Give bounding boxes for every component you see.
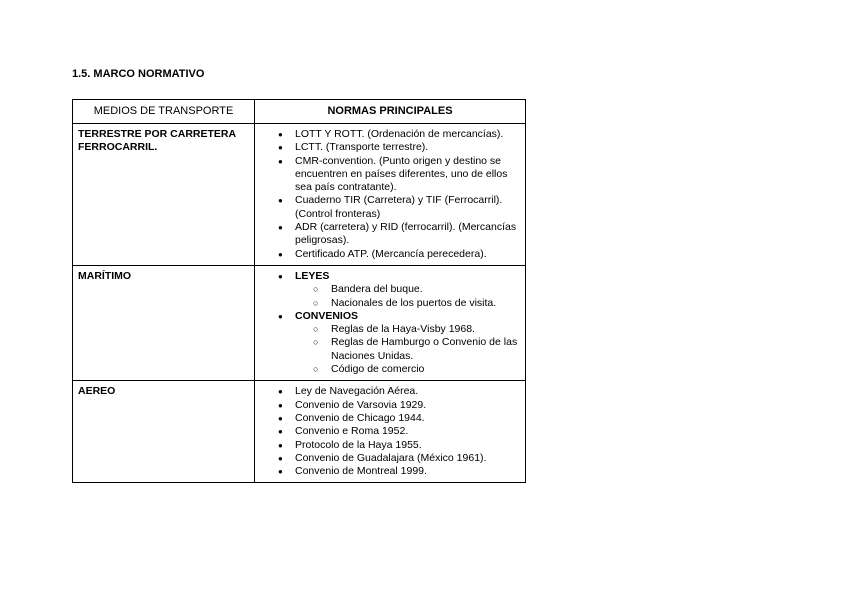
convenios-label: CONVENIOS [295, 309, 359, 322]
rules-maritimo [255, 265, 526, 380]
list-item: ○ Nacionales de los puertos de visita. [331, 297, 521, 310]
list-item: ● LOTT Y ROTT. (Ordenación de mercancías). [295, 128, 521, 141]
aereo-list [255, 385, 521, 478]
mode-terrestre: TERRESTRE POR CARRETERA FERROCARRIL. [73, 124, 255, 266]
list-item: ● Certificado ATP. (Mercancía perecedera). [295, 248, 521, 261]
maritimo-list [255, 270, 521, 376]
list-item-leyes [295, 270, 521, 310]
table-header-row [73, 100, 526, 124]
mode-maritimo: MARÍTIMO [73, 265, 255, 380]
list-item: ○ Reglas de la Haya-Visby 1968. [331, 323, 521, 336]
list-item: ● Ley de Navegación Aérea. [295, 385, 521, 398]
list-item: ● Convenio de Chicago 1944. [295, 412, 521, 425]
section-title: 1.5. MARCO NORMATIVO [72, 68, 205, 80]
leyes-sublist [295, 283, 521, 310]
list-item: ● Convenio e Roma 1952. [295, 425, 521, 438]
terrestre-list [255, 128, 521, 261]
list-item: ○ Reglas de Hamburgo o Convenio de las Naciones Unidas. [331, 336, 521, 363]
list-item: ● ADR (carretera) y RID (ferrocarril). (Mercancías peligrosas). [295, 221, 521, 248]
list-item: ● CMR-convention. (Punto origen y destino se encuentren en países diferentes, uno de ellos sea país contratante). [295, 155, 521, 195]
rules-aereo [255, 381, 526, 483]
list-item-convenios [295, 310, 521, 376]
list-item: ● Protocolo de la Haya 1955. [295, 439, 521, 452]
transport-norms-table [72, 99, 526, 483]
list-item: ● Convenio de Varsovia 1929. [295, 399, 521, 412]
header-transport-modes: MEDIOS DE TRANSPORTE [73, 100, 255, 124]
table-row-maritimo [73, 265, 526, 380]
convenios-sublist [295, 323, 521, 376]
list-item: ● Convenio de Montreal 1999. [295, 465, 521, 478]
list-item: ○ Código de comercio [331, 363, 521, 376]
list-item: ● LCTT. (Transporte terrestre). [295, 141, 521, 154]
rules-terrestre [255, 124, 526, 266]
mode-aereo: AEREO [73, 381, 255, 483]
table-row-terrestre [73, 124, 526, 266]
list-item: ● Cuaderno TIR (Carretera) y TIF (Ferrocarril). (Control fronteras) [295, 194, 521, 221]
list-item: ○ Bandera del buque. [331, 283, 521, 296]
table-row-aereo [73, 381, 526, 483]
list-item: ● Convenio de Guadalajara (México 1961). [295, 452, 521, 465]
header-main-norms: NORMAS PRINCIPALES [255, 100, 526, 124]
leyes-label: LEYES [295, 269, 330, 282]
